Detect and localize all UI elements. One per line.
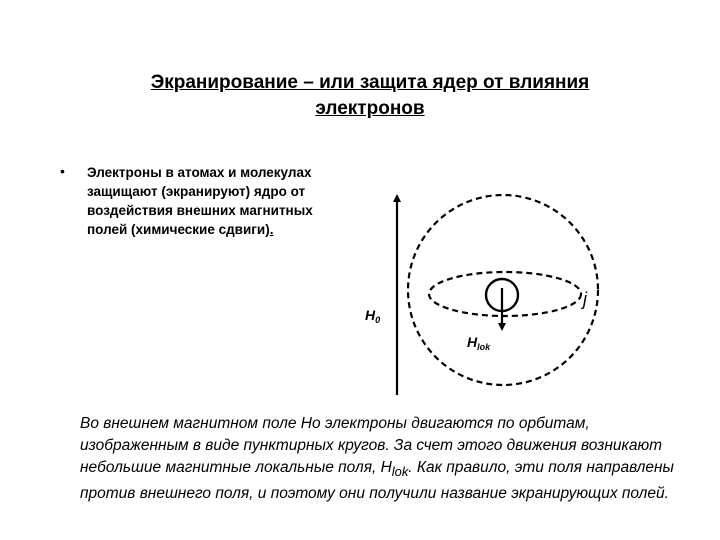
caption-part-1: Во внешнем магнитном поле Но электроны двигаются по орбитам, изображенным в виде пунктирных кругов. За счет этого движения возникают небольшие магнитные локальные поля, H	[80, 415, 663, 476]
caption-text	[80, 413, 680, 505]
current-label: j	[583, 289, 587, 309]
title-line-2: электронов	[315, 98, 425, 119]
bullet-text	[87, 163, 347, 239]
local-field-label: $H_{lok}$	[467, 334, 491, 352]
shielding-diagram	[355, 180, 615, 405]
bullet-text-end: .	[269, 222, 274, 237]
caption-subscript: lok	[391, 464, 409, 480]
external-field-label: $H_0$	[365, 307, 381, 325]
bullet-text-main: Электроны в атомах и молекулах защищают (экранируют) ядро от воздействия внешних магнитных полей (химические сдвиги)	[87, 165, 313, 237]
bullet-marker: •	[60, 163, 65, 179]
slide-title	[60, 70, 680, 122]
caption-part-2: . Как правило, эти поля направлены против внешнего поля, и поэтому они получили название экранирующих полей.	[80, 459, 674, 503]
title-line-1: Экранирование – или защита ядер от влияния	[150, 72, 590, 93]
